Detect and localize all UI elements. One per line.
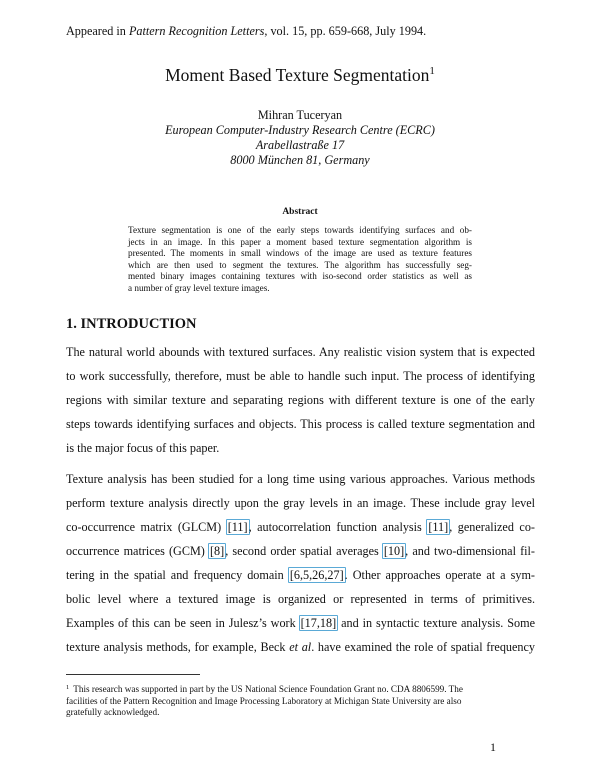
line-segment: co-occurrence matrix (GLCM): [66, 520, 227, 534]
line-segment: texture analysis methods, for example, Beck: [66, 640, 290, 654]
author-street: Arabellastraße 17: [255, 138, 345, 152]
abstract-line: jects in an image. In this paper a moment based texture segmentation algorithm is: [128, 236, 472, 247]
line-segment: , second order spatial averages: [225, 544, 383, 558]
paragraph-line: The natural world abounds with textured surfaces. Any realistic vision system that is expected: [66, 345, 535, 359]
abstract-line: a number of gray level texture images.: [128, 282, 270, 293]
author-block: [0, 108, 600, 168]
citation-link[interactable]: [11]: [428, 520, 449, 534]
citation-link[interactable]: [17,18]: [300, 616, 337, 630]
line-segment: and in syntactic texture analysis. Some: [337, 616, 535, 630]
citation-link[interactable]: [6,5,26,27]: [289, 568, 344, 582]
paragraph-line: perform texture analysis directly upon the gray levels in an image. These include gray level: [66, 496, 535, 510]
paragraph-line: is the major focus of this paper.: [66, 441, 220, 455]
line-segment: , and two-dimensional fil-: [405, 544, 535, 558]
emphasis: et al: [289, 640, 312, 654]
paragraph-line: [66, 611, 535, 635]
paper-title: [0, 65, 600, 86]
paragraph-line: [66, 563, 535, 587]
line-segment: . Other approaches operate at a sym-: [344, 568, 535, 582]
paragraph-line: steps towards identifying surfaces and objects. This process is called texture segmentation and: [66, 417, 535, 431]
paragraph-line: [66, 539, 535, 563]
title-footnote-mark: 1: [429, 65, 435, 77]
author-affiliation: European Computer-Industry Research Centre (ECRC): [165, 123, 435, 137]
paragraph-line: regions with similar texture and separating regions with different texture is one of the early: [66, 393, 535, 407]
intro-paragraph-1: [66, 340, 535, 460]
line-segment: occurrence matrices (GCM): [66, 544, 209, 558]
abstract-text: [128, 225, 472, 295]
footnote-mark: 1: [66, 684, 70, 691]
paragraph-line: bolic level where a textured image is organized or represented in terms of primitives.: [66, 592, 535, 606]
footnote-line: gratefully acknowledged.: [66, 707, 160, 718]
paragraph-line: [66, 515, 535, 539]
paragraph-line: [66, 635, 535, 659]
abstract-line: presented. The moments in small windows of the image are used as texture features: [128, 248, 472, 259]
abstract-heading: Abstract: [282, 207, 318, 217]
footnote-line: facilities of the Pattern Recognition and Image Processing Laboratory at Michigan State University are also: [66, 695, 462, 706]
line-segment: tering in the spatial and frequency domain: [66, 568, 289, 582]
publication-prefix: Appeared in: [66, 24, 129, 38]
publication-suffix: , vol. 15, pp. 659-668, July 1994.: [264, 24, 427, 38]
footnote: [66, 682, 536, 719]
publication-note: [66, 24, 426, 39]
abstract-line: which are then used to segment the textures. The algorithm has successfully seg-: [128, 259, 472, 270]
paragraph-line: Texture analysis has been studied for a long time using various approaches. Various methods: [66, 472, 535, 486]
footnote-divider: [66, 674, 200, 675]
author-city: 8000 München 81, Germany: [230, 153, 370, 167]
line-segment: , autocorrelation function analysis: [248, 520, 428, 534]
abstract-line: Texture segmentation is one of the early steps towards identifying surfaces and ob-: [128, 225, 472, 235]
paragraph-line: to work successfully, therefore, must be able to handle such input. The process of identifying: [66, 369, 535, 383]
paper-title-text: Moment Based Texture Segmentation: [165, 65, 430, 85]
line-segment: , generalized co-: [449, 520, 535, 534]
author-name: Mihran Tuceryan: [257, 108, 343, 122]
intro-paragraph-2: [66, 467, 535, 659]
journal-name: Pattern Recognition Letters: [128, 24, 265, 38]
footnote-line: [66, 682, 536, 696]
citation-link[interactable]: [11]: [227, 520, 248, 534]
citation-link[interactable]: [8]: [209, 544, 225, 558]
abstract-line: mented binary images containing textures with iso-second order statistics as well as: [128, 271, 472, 282]
line-segment: . have examined the role of spatial frequency: [311, 640, 536, 654]
section-heading: 1. INTRODUCTION: [66, 316, 197, 332]
page-number: 1: [490, 740, 496, 754]
footnote-text: This research was supported in part by the US National Science Foundation Grant no. CDA 8806599. The: [73, 684, 463, 694]
line-segment: Examples of this can be seen in Julesz’s work: [66, 616, 300, 630]
citation-link[interactable]: [10]: [383, 544, 405, 558]
